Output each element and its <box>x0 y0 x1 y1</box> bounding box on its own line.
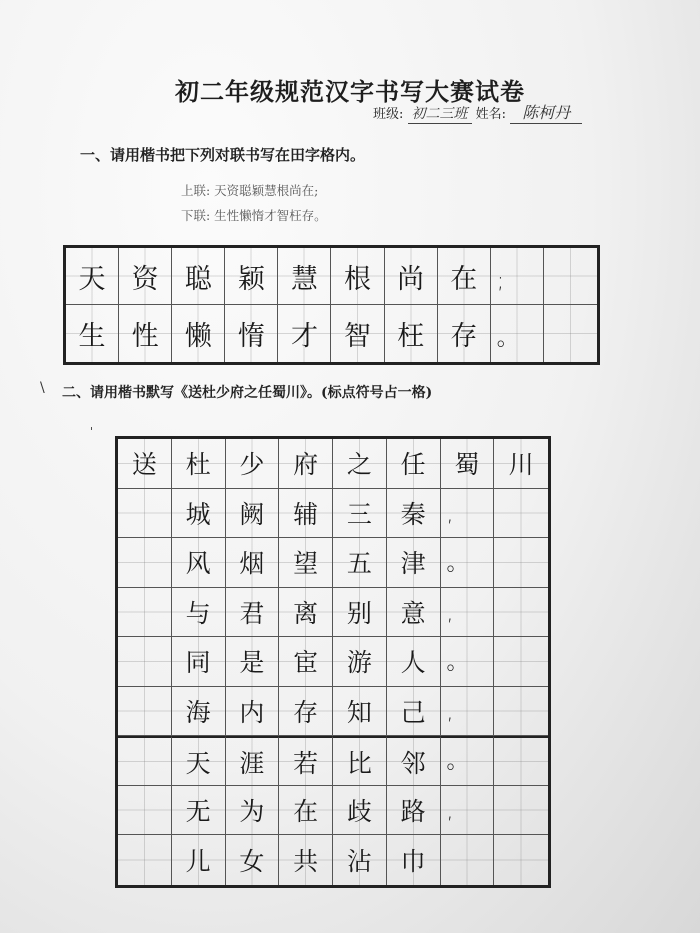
grid-cell <box>494 489 548 539</box>
grid-cell: 城 <box>172 489 226 539</box>
grid-cell: 枉 <box>385 305 438 362</box>
grid-cell <box>118 687 172 737</box>
grid-cell: 少 <box>226 439 280 489</box>
grid-cell: 沾 <box>333 835 387 885</box>
grid-cell <box>118 786 172 836</box>
grid-cell: 知 <box>333 687 387 737</box>
grid-cell <box>494 538 548 588</box>
grid-cell: 在 <box>438 248 491 305</box>
grid-cell: 儿 <box>172 835 226 885</box>
grid-cell: 若 <box>279 736 333 786</box>
couplet-upper: 上联: 天资聪颖慧根尚在; <box>181 183 319 198</box>
grid-cell: 歧 <box>333 786 387 836</box>
grid-cell: 天 <box>66 248 119 305</box>
couplet-grid <box>63 245 600 365</box>
grid-cell: 津 <box>387 538 441 588</box>
grid-cell: 性 <box>119 305 172 362</box>
grid-cell: 送 <box>118 439 172 489</box>
grid-cell: , <box>441 687 495 737</box>
grid-cell <box>544 248 597 305</box>
grid-cell <box>441 835 495 885</box>
grid-cell: , <box>441 786 495 836</box>
grid-cell: 无 <box>172 786 226 836</box>
grid-cell: 杜 <box>172 439 226 489</box>
grid-cell: 内 <box>226 687 280 737</box>
grid-cell: 路 <box>387 786 441 836</box>
name-label: 姓名: <box>475 107 507 122</box>
grid-cell: 在 <box>279 786 333 836</box>
grid-cell: , <box>441 489 495 539</box>
grid-cell <box>118 835 172 885</box>
grid-cell: 己 <box>387 687 441 737</box>
class-label: 班级: <box>373 107 404 122</box>
grid-cell: 离 <box>279 588 333 638</box>
grid-cell: 。 <box>491 305 544 362</box>
tick-mark-2: ' <box>90 425 94 438</box>
grid-cell: 根 <box>331 248 384 305</box>
name-value: 陈柯丹 <box>510 100 582 124</box>
grid-cell: 邻 <box>387 736 441 786</box>
grid-cell: 尚 <box>385 248 438 305</box>
grid-cell: 颖 <box>225 248 278 305</box>
grid-cell: 任 <box>387 439 441 489</box>
grid-cell: 涯 <box>226 736 280 786</box>
poem-grid <box>115 436 551 888</box>
grid-cell: 君 <box>226 588 280 638</box>
grid-cell: 与 <box>172 588 226 638</box>
grid-cell: 别 <box>333 588 387 638</box>
grid-cell: 为 <box>226 786 280 836</box>
grid-cell <box>494 588 548 638</box>
grid-cell: 共 <box>279 835 333 885</box>
grid-cell: ; <box>491 248 544 305</box>
grid-cell <box>494 687 548 737</box>
grid-cell: 慧 <box>278 248 331 305</box>
grid-cell: 海 <box>172 687 226 737</box>
grid-cell: 女 <box>226 835 280 885</box>
grid-cell <box>118 588 172 638</box>
grid-cell: 同 <box>172 637 226 687</box>
grid-cell: 意 <box>387 588 441 638</box>
grid-cell: 辅 <box>279 489 333 539</box>
grid-cell: 。 <box>441 538 495 588</box>
grid-cell: 游 <box>333 637 387 687</box>
grid-cell <box>118 736 172 786</box>
grid-cell: 才 <box>278 305 331 362</box>
grid-cell: 阙 <box>226 489 280 539</box>
grid-cell: , <box>441 588 495 638</box>
grid-cell: 。 <box>441 637 495 687</box>
grid-cell: 秦 <box>387 489 441 539</box>
grid-cell: 宦 <box>279 637 333 687</box>
grid-cell: 府 <box>279 439 333 489</box>
grid-cell <box>544 305 597 362</box>
grid-cell: 之 <box>333 439 387 489</box>
grid-cell: 蜀 <box>441 439 495 489</box>
grid-cell <box>118 637 172 687</box>
grid-cell <box>494 637 548 687</box>
grid-cell: 聪 <box>172 248 225 305</box>
page-title: 初二年级规范汉字书写大赛试卷 <box>175 77 525 106</box>
grid-cell <box>118 489 172 539</box>
section2-heading: 二、请用楷书默写《送杜少府之任蜀川》。(标点符号占一格) <box>62 385 433 401</box>
grid-cell: 人 <box>387 637 441 687</box>
grid-cell <box>118 538 172 588</box>
grid-cell: 川 <box>494 439 548 489</box>
tick-mark: \ <box>40 380 45 396</box>
grid-cell: 风 <box>172 538 226 588</box>
grid-cell <box>494 736 548 786</box>
grid-cell: 五 <box>333 538 387 588</box>
student-info <box>373 100 582 124</box>
grid-cell: 是 <box>226 637 280 687</box>
grid-cell: 惰 <box>225 305 278 362</box>
grid-cell: 存 <box>438 305 491 362</box>
grid-cell: 比 <box>333 736 387 786</box>
grid-cell: 烟 <box>226 538 280 588</box>
grid-cell <box>494 786 548 836</box>
section1-heading: 一、请用楷书把下列对联书写在田字格内。 <box>80 146 366 164</box>
grid-cell <box>494 835 548 885</box>
grid-cell: 生 <box>66 305 119 362</box>
couplet-lower: 下联: 生性懒惰才智枉存。 <box>181 208 327 223</box>
grid-cell: 巾 <box>387 835 441 885</box>
grid-cell: 望 <box>279 538 333 588</box>
class-value: 初二三班 <box>408 103 472 124</box>
grid-cell: 。 <box>441 736 495 786</box>
grid-cell: 存 <box>279 687 333 737</box>
grid-cell: 智 <box>331 305 384 362</box>
grid-cell: 资 <box>119 248 172 305</box>
grid-cell: 天 <box>172 736 226 786</box>
grid-cell: 三 <box>333 489 387 539</box>
grid-cell: 懒 <box>172 305 225 362</box>
